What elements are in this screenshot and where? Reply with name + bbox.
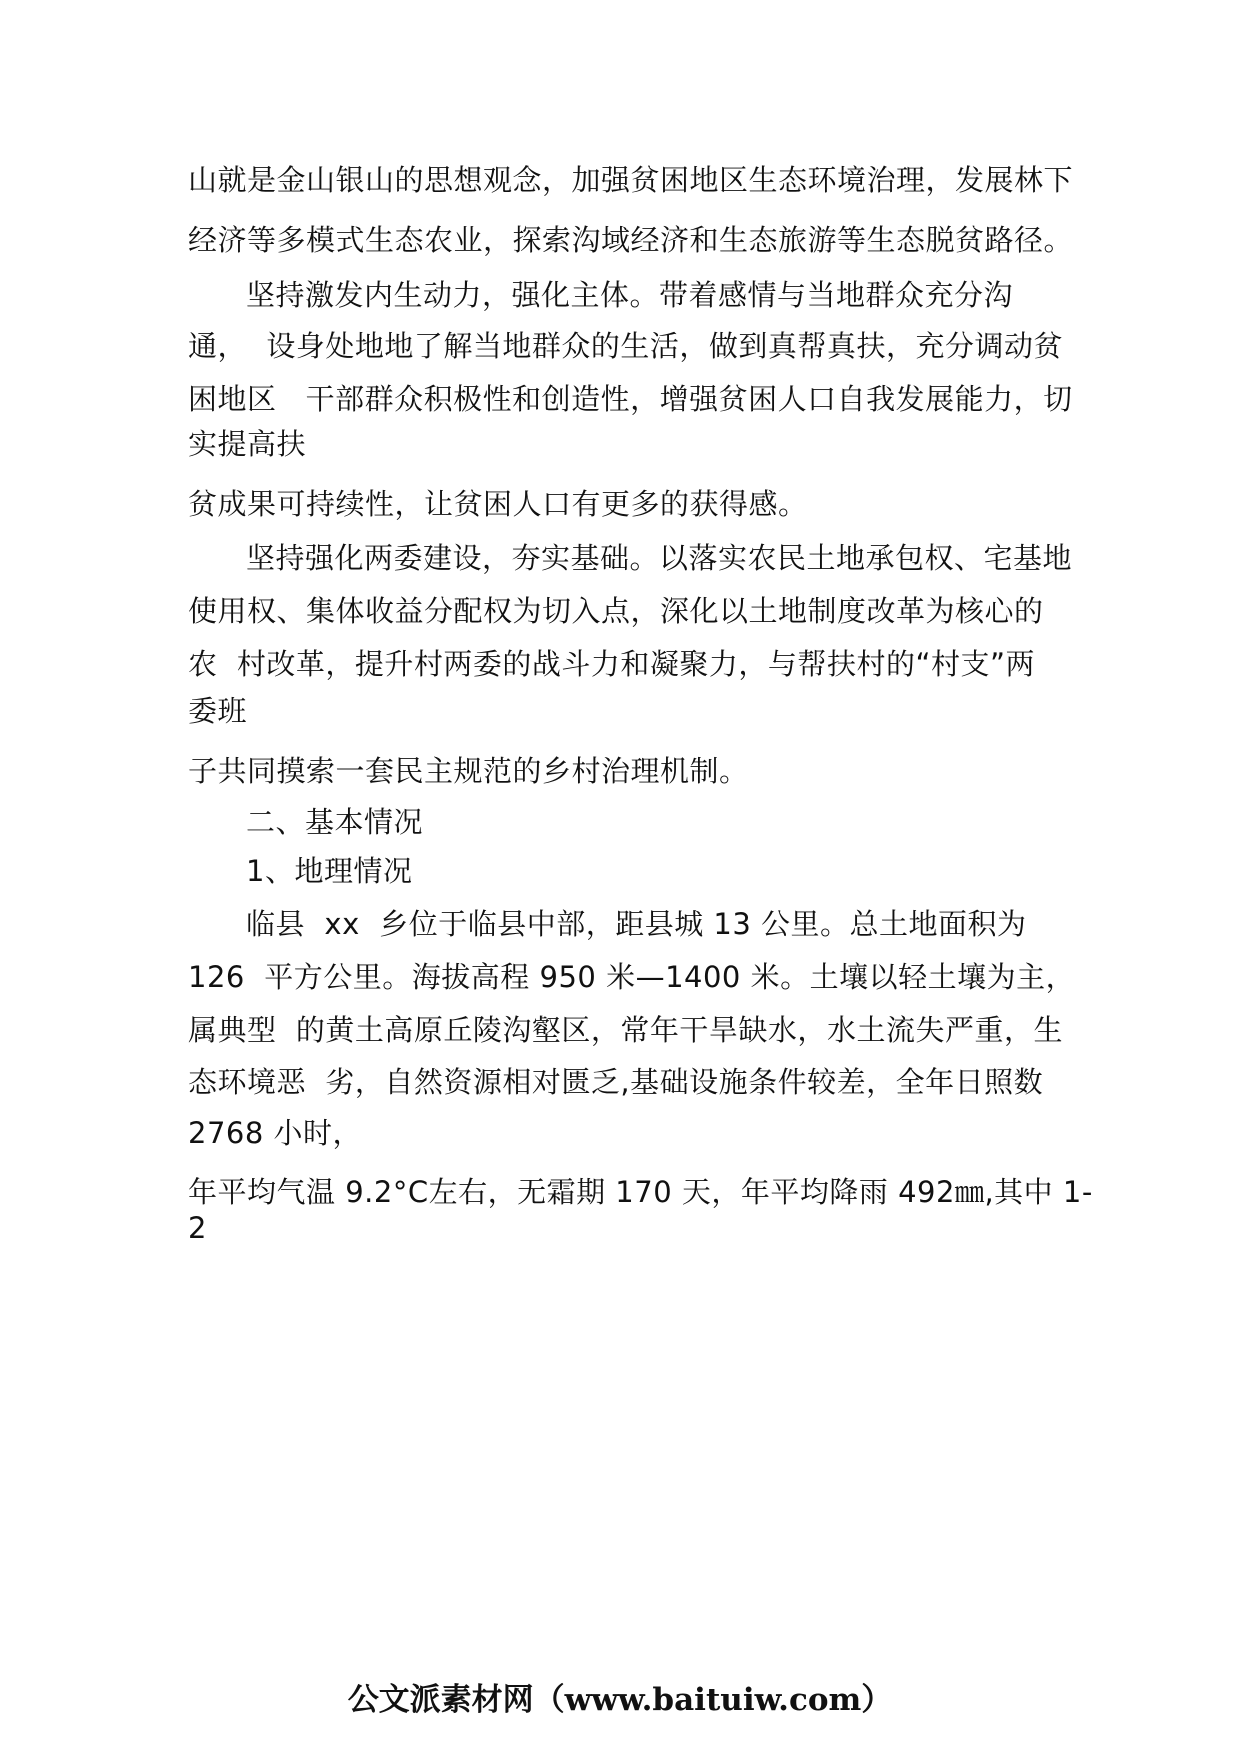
text-line: 2768 小时， [188, 1116, 363, 1150]
text-line: 农 村改革，提升村两委的战斗力和凝聚力，与帮扶村的“村支”两 [188, 647, 1035, 681]
text-line: 126 平方公里。海拔高程 950 米—1400 米。土壤以轻土壤为主， [188, 960, 1076, 994]
subsection-heading: 1、地理情况 [246, 854, 413, 888]
footer-watermark-text: 公文派素材网（www.baituiw.com） [347, 1682, 893, 1718]
text-line: 经济等多模式生态农业，探索沟域经济和生态旅游等生态脱贫路径。 [188, 223, 1074, 257]
text-line: 年平均气温 9.2°C左右，无霜期 170 天，年平均降雨 492㎜,其中 1- [188, 1175, 1093, 1209]
text-line: 态环境恶 劣，自然资源相对匮乏,基础设施条件较差，全年日照数 [188, 1065, 1044, 1099]
text-line: 困地区 干部群众积极性和创造性，增强贫困人口自我发展能力，切 [188, 382, 1073, 416]
text-line: 坚持激发内生动力，强化主体。带着感情与当地群众充分沟 [246, 278, 1014, 312]
text-line: 子共同摸索一套民主规范的乡村治理机制。 [188, 754, 749, 788]
text-line: 使用权、集体收益分配权为切入点，深化以土地制度改革为核心的 [188, 594, 1044, 628]
text-line: 属典型 的黄土高原丘陵沟壑区，常年干旱缺水，水土流失严重，生 [188, 1013, 1063, 1047]
text-line: 贫成果可持续性，让贫困人口有更多的获得感。 [188, 487, 808, 521]
text-line: 临县 xx 乡位于临县中部，距县城 13 公里。总土地面积为 [246, 907, 1027, 941]
text-line: 2 [188, 1211, 207, 1245]
text-line: 通， 设身处地地了解当地群众的生活，做到真帮真扶，充分调动贫 [188, 329, 1063, 363]
text-line: 坚持强化两委建设，夯实基础。以落实农民土地承包权、宅基地 [246, 541, 1073, 575]
text-line: 实提高扶 [188, 427, 307, 461]
section-heading: 二、基本情况 [246, 805, 424, 839]
text-line: 山就是金山银山的思想观念，加强贫困地区生态环境治理，发展林下 [188, 163, 1074, 197]
text-line: 委班 [188, 694, 248, 728]
